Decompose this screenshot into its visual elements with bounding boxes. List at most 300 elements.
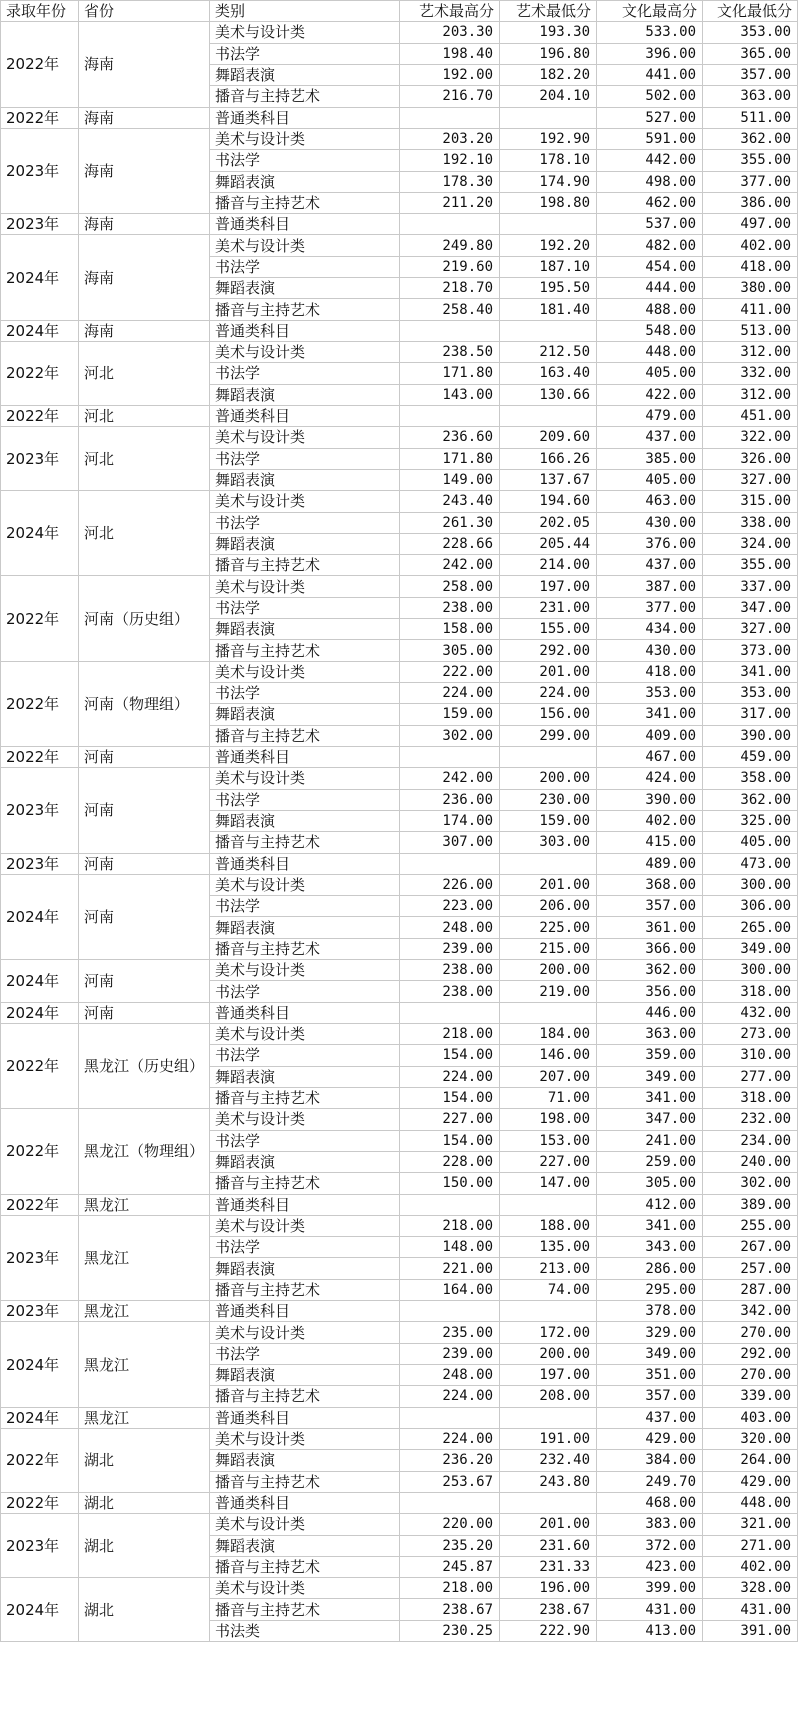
art-min-cell: 192.90 bbox=[500, 128, 597, 149]
culture-max-cell: 441.00 bbox=[597, 64, 703, 85]
category-cell: 舞蹈表演 bbox=[210, 64, 400, 85]
year-cell: 2024年 bbox=[1, 1407, 79, 1428]
culture-min-cell: 363.00 bbox=[703, 86, 798, 107]
culture-min-cell: 277.00 bbox=[703, 1066, 798, 1087]
category-cell: 普通类科目 bbox=[210, 214, 400, 235]
art-min-cell: 198.00 bbox=[500, 1109, 597, 1130]
art-min-cell: 219.00 bbox=[500, 981, 597, 1002]
art-max-cell: 220.00 bbox=[400, 1514, 500, 1535]
art-min-cell: 303.00 bbox=[500, 832, 597, 853]
culture-max-cell: 533.00 bbox=[597, 22, 703, 43]
culture-max-cell: 372.00 bbox=[597, 1535, 703, 1556]
culture-max-cell: 351.00 bbox=[597, 1365, 703, 1386]
province-cell: 黑龙江（物理组） bbox=[79, 1109, 210, 1194]
year-cell: 2023年 bbox=[1, 768, 79, 853]
category-cell: 播音与主持艺术 bbox=[210, 725, 400, 746]
art-min-cell: 206.00 bbox=[500, 896, 597, 917]
culture-max-cell: 387.00 bbox=[597, 576, 703, 597]
category-cell: 书法学 bbox=[210, 512, 400, 533]
art-max-cell: 192.00 bbox=[400, 64, 500, 85]
culture-max-cell: 341.00 bbox=[597, 1215, 703, 1236]
culture-min-cell: 497.00 bbox=[703, 214, 798, 235]
culture-max-cell: 482.00 bbox=[597, 235, 703, 256]
art-min-cell: 130.66 bbox=[500, 384, 597, 405]
art-max-cell: 211.20 bbox=[400, 192, 500, 213]
art-max-cell: 148.00 bbox=[400, 1237, 500, 1258]
culture-max-cell: 415.00 bbox=[597, 832, 703, 853]
art-max-cell: 224.00 bbox=[400, 1428, 500, 1449]
category-cell: 舞蹈表演 bbox=[210, 917, 400, 938]
art-max-cell: 227.00 bbox=[400, 1109, 500, 1130]
category-cell: 播音与主持艺术 bbox=[210, 640, 400, 661]
culture-min-cell: 337.00 bbox=[703, 576, 798, 597]
year-cell: 2023年 bbox=[1, 427, 79, 491]
art-max-cell bbox=[400, 1301, 500, 1322]
art-min-cell: 227.00 bbox=[500, 1151, 597, 1172]
header-art-min: 艺术最低分 bbox=[500, 1, 597, 22]
province-cell: 河南 bbox=[79, 874, 210, 959]
category-cell: 普通类科目 bbox=[210, 746, 400, 767]
culture-min-cell: 411.00 bbox=[703, 299, 798, 320]
art-min-cell: 196.80 bbox=[500, 43, 597, 64]
culture-min-cell: 355.00 bbox=[703, 555, 798, 576]
culture-max-cell: 442.00 bbox=[597, 150, 703, 171]
culture-min-cell: 380.00 bbox=[703, 278, 798, 299]
art-min-cell: 166.26 bbox=[500, 448, 597, 469]
culture-max-cell: 349.00 bbox=[597, 1066, 703, 1087]
art-min-cell: 174.90 bbox=[500, 171, 597, 192]
culture-max-cell: 349.00 bbox=[597, 1343, 703, 1364]
culture-min-cell: 234.00 bbox=[703, 1130, 798, 1151]
category-cell: 舞蹈表演 bbox=[210, 171, 400, 192]
art-min-cell bbox=[500, 853, 597, 874]
art-max-cell: 159.00 bbox=[400, 704, 500, 725]
art-min-cell bbox=[500, 320, 597, 341]
category-cell: 播音与主持艺术 bbox=[210, 1556, 400, 1577]
table-row bbox=[1, 1301, 798, 1322]
table-row bbox=[1, 1002, 798, 1023]
category-cell: 美术与设计类 bbox=[210, 342, 400, 363]
culture-max-cell: 479.00 bbox=[597, 405, 703, 426]
culture-max-cell: 362.00 bbox=[597, 960, 703, 981]
art-max-cell: 239.00 bbox=[400, 1343, 500, 1364]
category-cell: 普通类科目 bbox=[210, 405, 400, 426]
year-cell: 2023年 bbox=[1, 1215, 79, 1300]
art-min-cell: 243.80 bbox=[500, 1471, 597, 1492]
culture-max-cell: 413.00 bbox=[597, 1620, 703, 1641]
culture-min-cell: 459.00 bbox=[703, 746, 798, 767]
category-cell: 书法学 bbox=[210, 896, 400, 917]
culture-max-cell: 341.00 bbox=[597, 1087, 703, 1108]
culture-min-cell: 511.00 bbox=[703, 107, 798, 128]
culture-max-cell: 591.00 bbox=[597, 128, 703, 149]
art-max-cell bbox=[400, 107, 500, 128]
province-cell: 河北 bbox=[79, 491, 210, 576]
category-cell: 播音与主持艺术 bbox=[210, 938, 400, 959]
year-cell: 2023年 bbox=[1, 1514, 79, 1578]
category-cell: 普通类科目 bbox=[210, 1002, 400, 1023]
category-cell: 播音与主持艺术 bbox=[210, 192, 400, 213]
culture-max-cell: 437.00 bbox=[597, 1407, 703, 1428]
year-cell: 2024年 bbox=[1, 1322, 79, 1407]
category-cell: 普通类科目 bbox=[210, 320, 400, 341]
category-cell: 书法学 bbox=[210, 789, 400, 810]
art-min-cell: 200.00 bbox=[500, 960, 597, 981]
table-row bbox=[1, 1194, 798, 1215]
category-cell: 美术与设计类 bbox=[210, 128, 400, 149]
culture-min-cell: 264.00 bbox=[703, 1450, 798, 1471]
culture-max-cell: 343.00 bbox=[597, 1237, 703, 1258]
province-cell: 黑龙江 bbox=[79, 1301, 210, 1322]
province-cell: 黑龙江 bbox=[79, 1407, 210, 1428]
culture-max-cell: 241.00 bbox=[597, 1130, 703, 1151]
category-cell: 美术与设计类 bbox=[210, 427, 400, 448]
category-cell: 舞蹈表演 bbox=[210, 533, 400, 554]
art-min-cell: 182.20 bbox=[500, 64, 597, 85]
header-province: 省份 bbox=[79, 1, 210, 22]
art-max-cell: 242.00 bbox=[400, 555, 500, 576]
culture-min-cell: 271.00 bbox=[703, 1535, 798, 1556]
culture-max-cell: 405.00 bbox=[597, 469, 703, 490]
culture-max-cell: 305.00 bbox=[597, 1173, 703, 1194]
category-cell: 美术与设计类 bbox=[210, 1109, 400, 1130]
culture-max-cell: 463.00 bbox=[597, 491, 703, 512]
art-max-cell: 242.00 bbox=[400, 768, 500, 789]
art-max-cell: 236.00 bbox=[400, 789, 500, 810]
year-cell: 2022年 bbox=[1, 342, 79, 406]
art-min-cell: 187.10 bbox=[500, 256, 597, 277]
category-cell: 书法学 bbox=[210, 981, 400, 1002]
art-min-cell: 299.00 bbox=[500, 725, 597, 746]
category-cell: 舞蹈表演 bbox=[210, 1535, 400, 1556]
culture-min-cell: 342.00 bbox=[703, 1301, 798, 1322]
culture-max-cell: 361.00 bbox=[597, 917, 703, 938]
culture-min-cell: 317.00 bbox=[703, 704, 798, 725]
culture-max-cell: 498.00 bbox=[597, 171, 703, 192]
category-cell: 美术与设计类 bbox=[210, 1514, 400, 1535]
culture-max-cell: 405.00 bbox=[597, 363, 703, 384]
year-cell: 2024年 bbox=[1, 491, 79, 576]
culture-min-cell: 328.00 bbox=[703, 1578, 798, 1599]
category-cell: 播音与主持艺术 bbox=[210, 1386, 400, 1407]
year-cell: 2024年 bbox=[1, 235, 79, 320]
category-cell: 美术与设计类 bbox=[210, 1578, 400, 1599]
art-min-cell: 201.00 bbox=[500, 1514, 597, 1535]
category-cell: 舞蹈表演 bbox=[210, 1066, 400, 1087]
culture-min-cell: 341.00 bbox=[703, 661, 798, 682]
culture-min-cell: 355.00 bbox=[703, 150, 798, 171]
province-cell: 黑龙江 bbox=[79, 1322, 210, 1407]
art-max-cell bbox=[400, 746, 500, 767]
art-max-cell: 253.67 bbox=[400, 1471, 500, 1492]
category-cell: 播音与主持艺术 bbox=[210, 555, 400, 576]
art-max-cell: 302.00 bbox=[400, 725, 500, 746]
header-culture-min: 文化最低分 bbox=[703, 1, 798, 22]
province-cell: 海南 bbox=[79, 128, 210, 213]
art-min-cell: 204.10 bbox=[500, 86, 597, 107]
culture-min-cell: 390.00 bbox=[703, 725, 798, 746]
category-cell: 舞蹈表演 bbox=[210, 469, 400, 490]
art-max-cell: 224.00 bbox=[400, 683, 500, 704]
art-max-cell: 192.10 bbox=[400, 150, 500, 171]
table-row bbox=[1, 107, 798, 128]
culture-min-cell: 312.00 bbox=[703, 342, 798, 363]
culture-max-cell: 429.00 bbox=[597, 1428, 703, 1449]
year-cell: 2022年 bbox=[1, 22, 79, 107]
culture-max-cell: 385.00 bbox=[597, 448, 703, 469]
province-cell: 黑龙江（历史组） bbox=[79, 1024, 210, 1109]
culture-max-cell: 377.00 bbox=[597, 597, 703, 618]
province-cell: 黑龙江 bbox=[79, 1194, 210, 1215]
art-min-cell bbox=[500, 1301, 597, 1322]
culture-max-cell: 422.00 bbox=[597, 384, 703, 405]
header-year: 录取年份 bbox=[1, 1, 79, 22]
art-min-cell: 225.00 bbox=[500, 917, 597, 938]
culture-max-cell: 341.00 bbox=[597, 704, 703, 725]
culture-max-cell: 434.00 bbox=[597, 619, 703, 640]
table-row bbox=[1, 661, 798, 682]
culture-min-cell: 349.00 bbox=[703, 938, 798, 959]
art-max-cell: 305.00 bbox=[400, 640, 500, 661]
art-min-cell: 178.10 bbox=[500, 150, 597, 171]
year-cell: 2022年 bbox=[1, 107, 79, 128]
category-cell: 普通类科目 bbox=[210, 1492, 400, 1513]
table-row bbox=[1, 342, 798, 363]
art-min-cell: 201.00 bbox=[500, 874, 597, 895]
art-max-cell: 150.00 bbox=[400, 1173, 500, 1194]
culture-max-cell: 446.00 bbox=[597, 1002, 703, 1023]
art-min-cell bbox=[500, 1002, 597, 1023]
table-row bbox=[1, 853, 798, 874]
category-cell: 舞蹈表演 bbox=[210, 278, 400, 299]
category-cell: 普通类科目 bbox=[210, 1194, 400, 1215]
culture-max-cell: 431.00 bbox=[597, 1599, 703, 1620]
province-cell: 湖北 bbox=[79, 1428, 210, 1492]
category-cell: 播音与主持艺术 bbox=[210, 86, 400, 107]
art-min-cell: 194.60 bbox=[500, 491, 597, 512]
culture-min-cell: 347.00 bbox=[703, 597, 798, 618]
art-max-cell: 261.30 bbox=[400, 512, 500, 533]
art-max-cell: 248.00 bbox=[400, 917, 500, 938]
art-min-cell: 181.40 bbox=[500, 299, 597, 320]
culture-min-cell: 473.00 bbox=[703, 853, 798, 874]
culture-min-cell: 320.00 bbox=[703, 1428, 798, 1449]
culture-max-cell: 353.00 bbox=[597, 683, 703, 704]
header-art-max: 艺术最高分 bbox=[400, 1, 500, 22]
art-max-cell: 149.00 bbox=[400, 469, 500, 490]
art-min-cell: 201.00 bbox=[500, 661, 597, 682]
category-cell: 美术与设计类 bbox=[210, 491, 400, 512]
culture-min-cell: 292.00 bbox=[703, 1343, 798, 1364]
category-cell: 美术与设计类 bbox=[210, 1024, 400, 1045]
culture-min-cell: 358.00 bbox=[703, 768, 798, 789]
category-cell: 美术与设计类 bbox=[210, 661, 400, 682]
culture-max-cell: 378.00 bbox=[597, 1301, 703, 1322]
art-max-cell: 222.00 bbox=[400, 661, 500, 682]
culture-min-cell: 255.00 bbox=[703, 1215, 798, 1236]
category-cell: 舞蹈表演 bbox=[210, 1258, 400, 1279]
art-max-cell bbox=[400, 320, 500, 341]
art-max-cell: 248.00 bbox=[400, 1365, 500, 1386]
category-cell: 书法学 bbox=[210, 256, 400, 277]
category-cell: 播音与主持艺术 bbox=[210, 832, 400, 853]
culture-min-cell: 240.00 bbox=[703, 1151, 798, 1172]
art-min-cell: 213.00 bbox=[500, 1258, 597, 1279]
art-max-cell: 238.67 bbox=[400, 1599, 500, 1620]
province-cell: 河南 bbox=[79, 1002, 210, 1023]
category-cell: 美术与设计类 bbox=[210, 960, 400, 981]
art-min-cell bbox=[500, 1194, 597, 1215]
art-max-cell: 236.20 bbox=[400, 1450, 500, 1471]
art-min-cell: 215.00 bbox=[500, 938, 597, 959]
culture-min-cell: 306.00 bbox=[703, 896, 798, 917]
art-min-cell: 137.67 bbox=[500, 469, 597, 490]
culture-min-cell: 402.00 bbox=[703, 235, 798, 256]
province-cell: 河南 bbox=[79, 768, 210, 853]
art-max-cell: 203.20 bbox=[400, 128, 500, 149]
province-cell: 河南 bbox=[79, 746, 210, 767]
culture-min-cell: 377.00 bbox=[703, 171, 798, 192]
table-row bbox=[1, 1109, 798, 1130]
culture-min-cell: 451.00 bbox=[703, 405, 798, 426]
year-cell: 2023年 bbox=[1, 128, 79, 213]
header-culture-max: 文化最高分 bbox=[597, 1, 703, 22]
category-cell: 普通类科目 bbox=[210, 1407, 400, 1428]
culture-max-cell: 527.00 bbox=[597, 107, 703, 128]
culture-min-cell: 362.00 bbox=[703, 128, 798, 149]
culture-max-cell: 329.00 bbox=[597, 1322, 703, 1343]
category-cell: 书法学 bbox=[210, 683, 400, 704]
header-category: 类别 bbox=[210, 1, 400, 22]
province-cell: 河北 bbox=[79, 405, 210, 426]
culture-min-cell: 373.00 bbox=[703, 640, 798, 661]
art-min-cell: 230.00 bbox=[500, 789, 597, 810]
culture-min-cell: 353.00 bbox=[703, 22, 798, 43]
art-max-cell: 158.00 bbox=[400, 619, 500, 640]
table-row bbox=[1, 1322, 798, 1343]
culture-max-cell: 368.00 bbox=[597, 874, 703, 895]
culture-min-cell: 403.00 bbox=[703, 1407, 798, 1428]
category-cell: 舞蹈表演 bbox=[210, 704, 400, 725]
art-min-cell: 202.05 bbox=[500, 512, 597, 533]
category-cell: 播音与主持艺术 bbox=[210, 1173, 400, 1194]
culture-min-cell: 270.00 bbox=[703, 1365, 798, 1386]
category-cell: 普通类科目 bbox=[210, 853, 400, 874]
table-row bbox=[1, 427, 798, 448]
art-max-cell: 219.60 bbox=[400, 256, 500, 277]
art-min-cell bbox=[500, 1492, 597, 1513]
category-cell: 普通类科目 bbox=[210, 107, 400, 128]
art-max-cell: 258.00 bbox=[400, 576, 500, 597]
category-cell: 播音与主持艺术 bbox=[210, 1471, 400, 1492]
art-max-cell bbox=[400, 1407, 500, 1428]
art-min-cell bbox=[500, 405, 597, 426]
art-min-cell: 224.00 bbox=[500, 683, 597, 704]
category-cell: 书法学 bbox=[210, 448, 400, 469]
culture-min-cell: 310.00 bbox=[703, 1045, 798, 1066]
culture-min-cell: 357.00 bbox=[703, 64, 798, 85]
culture-max-cell: 444.00 bbox=[597, 278, 703, 299]
art-min-cell bbox=[500, 107, 597, 128]
table-row bbox=[1, 576, 798, 597]
category-cell: 美术与设计类 bbox=[210, 576, 400, 597]
culture-max-cell: 489.00 bbox=[597, 853, 703, 874]
art-max-cell: 198.40 bbox=[400, 43, 500, 64]
culture-min-cell: 300.00 bbox=[703, 874, 798, 895]
culture-max-cell: 412.00 bbox=[597, 1194, 703, 1215]
table-row bbox=[1, 320, 798, 341]
art-max-cell: 154.00 bbox=[400, 1087, 500, 1108]
art-min-cell: 238.67 bbox=[500, 1599, 597, 1620]
table-row bbox=[1, 235, 798, 256]
culture-max-cell: 356.00 bbox=[597, 981, 703, 1002]
year-cell: 2024年 bbox=[1, 1578, 79, 1642]
culture-max-cell: 467.00 bbox=[597, 746, 703, 767]
art-min-cell: 188.00 bbox=[500, 1215, 597, 1236]
art-max-cell: 143.00 bbox=[400, 384, 500, 405]
art-min-cell: 192.20 bbox=[500, 235, 597, 256]
art-min-cell: 196.00 bbox=[500, 1578, 597, 1599]
province-cell: 河南（历史组） bbox=[79, 576, 210, 661]
art-max-cell: 243.40 bbox=[400, 491, 500, 512]
table-row bbox=[1, 128, 798, 149]
art-min-cell: 191.00 bbox=[500, 1428, 597, 1449]
culture-min-cell: 327.00 bbox=[703, 469, 798, 490]
table-row bbox=[1, 768, 798, 789]
art-max-cell bbox=[400, 1492, 500, 1513]
culture-max-cell: 295.00 bbox=[597, 1279, 703, 1300]
culture-max-cell: 448.00 bbox=[597, 342, 703, 363]
art-max-cell: 203.30 bbox=[400, 22, 500, 43]
culture-min-cell: 270.00 bbox=[703, 1322, 798, 1343]
culture-min-cell: 302.00 bbox=[703, 1173, 798, 1194]
art-max-cell: 228.00 bbox=[400, 1151, 500, 1172]
culture-min-cell: 391.00 bbox=[703, 1620, 798, 1641]
culture-min-cell: 365.00 bbox=[703, 43, 798, 64]
culture-max-cell: 437.00 bbox=[597, 427, 703, 448]
art-min-cell: 197.00 bbox=[500, 1365, 597, 1386]
art-min-cell: 212.50 bbox=[500, 342, 597, 363]
art-max-cell: 238.00 bbox=[400, 597, 500, 618]
art-max-cell: 174.00 bbox=[400, 810, 500, 831]
art-min-cell: 208.00 bbox=[500, 1386, 597, 1407]
culture-max-cell: 359.00 bbox=[597, 1045, 703, 1066]
art-min-cell: 197.00 bbox=[500, 576, 597, 597]
art-max-cell bbox=[400, 214, 500, 235]
year-cell: 2022年 bbox=[1, 746, 79, 767]
art-max-cell: 238.00 bbox=[400, 981, 500, 1002]
year-cell: 2022年 bbox=[1, 405, 79, 426]
art-max-cell: 238.00 bbox=[400, 960, 500, 981]
culture-min-cell: 386.00 bbox=[703, 192, 798, 213]
art-min-cell: 74.00 bbox=[500, 1279, 597, 1300]
table-row bbox=[1, 1407, 798, 1428]
header-row bbox=[1, 1, 798, 22]
art-min-cell: 198.80 bbox=[500, 192, 597, 213]
table-row bbox=[1, 405, 798, 426]
culture-min-cell: 338.00 bbox=[703, 512, 798, 533]
art-max-cell: 245.87 bbox=[400, 1556, 500, 1577]
art-min-cell bbox=[500, 1407, 597, 1428]
art-min-cell: 209.60 bbox=[500, 427, 597, 448]
art-min-cell: 163.40 bbox=[500, 363, 597, 384]
art-max-cell: 239.00 bbox=[400, 938, 500, 959]
category-cell: 播音与主持艺术 bbox=[210, 1087, 400, 1108]
category-cell: 书法学 bbox=[210, 363, 400, 384]
year-cell: 2023年 bbox=[1, 214, 79, 235]
art-max-cell: 171.80 bbox=[400, 363, 500, 384]
culture-min-cell: 431.00 bbox=[703, 1599, 798, 1620]
